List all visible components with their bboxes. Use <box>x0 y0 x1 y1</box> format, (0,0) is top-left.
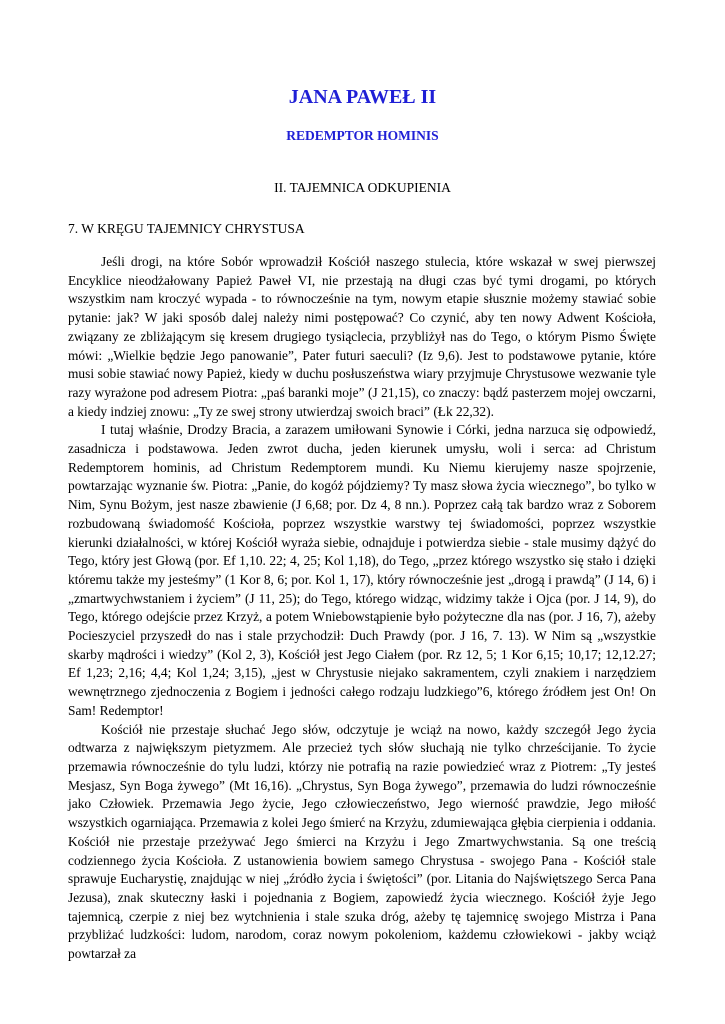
paragraph: I tutaj właśnie, Drodzy Bracia, a zarazem umiłowani Synowie i Córki, jedna narzuca się odpowiedź, zasadnicza i podstawowa. Jeden zwrot ducha, jeden kierunek umysłu, woli i serca: ad Christum Redemptorem hominis, ad Christum Redemptorem mundi. Ku Niemu kierujemy nasze spojrzenie, powtarzając wyznanie św. Piotra: „Panie, do kogóż pójdziemy? Ty masz słowa życia wiecznego”, bo tylko w Nim, Synu Bożym, jest nasze zbawienie (J 6,68; por. Dz 4, 8 nn.). Poprzez całą tak bardzo wraz z Soborem rozbudowaną świadomość Kościoła, poprzez wszystkie warstwy tej świadomości, poprzez wszystkie kierunki działalności, w której Kościół wyraża siebie, odnajduje i potwierdza siebie - stale musimy dążyć do Tego, który jest Głową (por. Ef 1,10. 22; 4, 25; Kol 1,18), do Tego, „przez którego wszystko się stało i dzięki któremu także my jesteśmy” (1 Kor 8, 6; por. Kol 1, 17), który równocześnie jest „drogą i prawdą” (J 14, 6) i „zmartwychwstaniem i życiem” (J 11, 25); do Tego, którego widząc, widzimy także i Ojca (por. J 14, 9), do Tego, którego odejście przez Krzyż, a potem Wniebowstąpienie było pożyteczne dla nas (por. J 16, 7), ażeby Pocieszyciel przyszedł do nas i stale przychodził: Duch Prawdy (por. J 16, 7. 13). W Nim są „wszystkie skarby mądrości i wiedzy” (Kol 2, 3), Kościół jest Jego Ciałem (por. Rz 12, 5; 1 Kor 6,15; 10,17; 12,12.27; Ef 1,23; 2,16; 4,4; Kol 1,24; 3,15), „jest w Chrystusie niejako sakramentem, czyli znakiem i narzędziem wewnętrznego zjednoczenia z Bogiem i jedności całego rodzaju ludzkiego”6, którego źródłem jest On! On Sam! Redemptor! <box>68 422 656 718</box>
section-heading: II. TAJEMNICA ODKUPIENIA <box>274 180 451 195</box>
body-text <box>68 253 656 964</box>
document-title: JANA PAWEŁ II <box>288 86 437 108</box>
paragraph: Kościół nie przestaje słuchać Jego słów, odczytuje je wciąż na nowo, każdy szczegół Jego życia odtwarza z największym pietyzmem. Ale przecież tych słów słuchają nie tylko chrześcijanie. To życie przemawia równocześnie do tylu ludzi, którzy nie potrafią na razie powiedzieć wraz z Piotrem: „Ty jesteś Mesjasz, Syn Boga żywego” (Mt 16,16). „Chrystus, Syn Boga żywego”, przemawia do ludzi równocześnie jako Człowiek. Przemawia Jego życie, Jego człowieczeństwo, Jego wierność prawdzie, Jego miłość wszystkich ogarniająca. Przemawia z kolei Jego śmierć na Krzyżu, zdumiewająca głębia cierpienia i oddania. Kościół nie przestaje przeżywać Jego śmierci na Krzyżu i Jego Zmartwychwstania. Są one treścią codziennego życia Kościoła. Z ustanowienia bowiem samego Chrystusa - swojego Pana - Kościół stale sprawuje Eucharystię, znajdując w niej „źródło życia i świętości” (por. Litania do Najświętszego Serca Pana Jezusa), znak skuteczny łaski i pojednania z Bogiem, zapowiedź życia wiecznego. Kościół żyje Jego tajemnicą, czerpie z niej bez wytchnienia i stale szuka dróg, ażeby tę tajemnicę swojego Mistrza i Pana przybliżać ludzkości: ludom, narodom, coraz nowym pokoleniom, każdemu człowiekowi - jakby wciąż powtarzał za <box>68 721 656 962</box>
paragraph: Jeśli drogi, na które Sobór wprowadził Kościół naszego stulecia, które wskazał w swej pierwszej Encyklice nieodżałowany Papież Paweł VI, nie przestają na długi czas być tymi drogami, po których wszystkim nam kroczyć wypada - to równocześnie na tym, nowym etapie słusznie możemy stawiać sobie pytanie: jak? W jaki sposób dalej należy nimi postępować? Co czynić, aby ten nowy Adwent Kościoła, związany ze zbliżającym się kresem drugiego tysiąclecia, przybliżył nas do Tego, o którym Pismo Święte mówi: „Wielkie będzie Jego panowanie”, Pater futuri saeculi? (Iz 9,6). Jest to podstawowe pytanie, które musi sobie stawiać nowy Papież, kiedy w duchu posłuszeństwa wiary przyjmuje Chrystusowe wezwanie tyle razy wyrażone pod adresem Piotra: „paś baranki moje” (J 21,15), co znaczy: bądź pasterzem mojej owczarni, a kiedy indziej znowu: „Ty ze swej strony utwierdzaj swoich braci” (Łk 22,32). <box>68 254 656 419</box>
document-subtitle: REDEMPTOR HOMINIS <box>286 128 439 143</box>
chapter-heading: 7. W KRĘGU TAJEMNICY CHRYSTUSA <box>68 221 305 236</box>
